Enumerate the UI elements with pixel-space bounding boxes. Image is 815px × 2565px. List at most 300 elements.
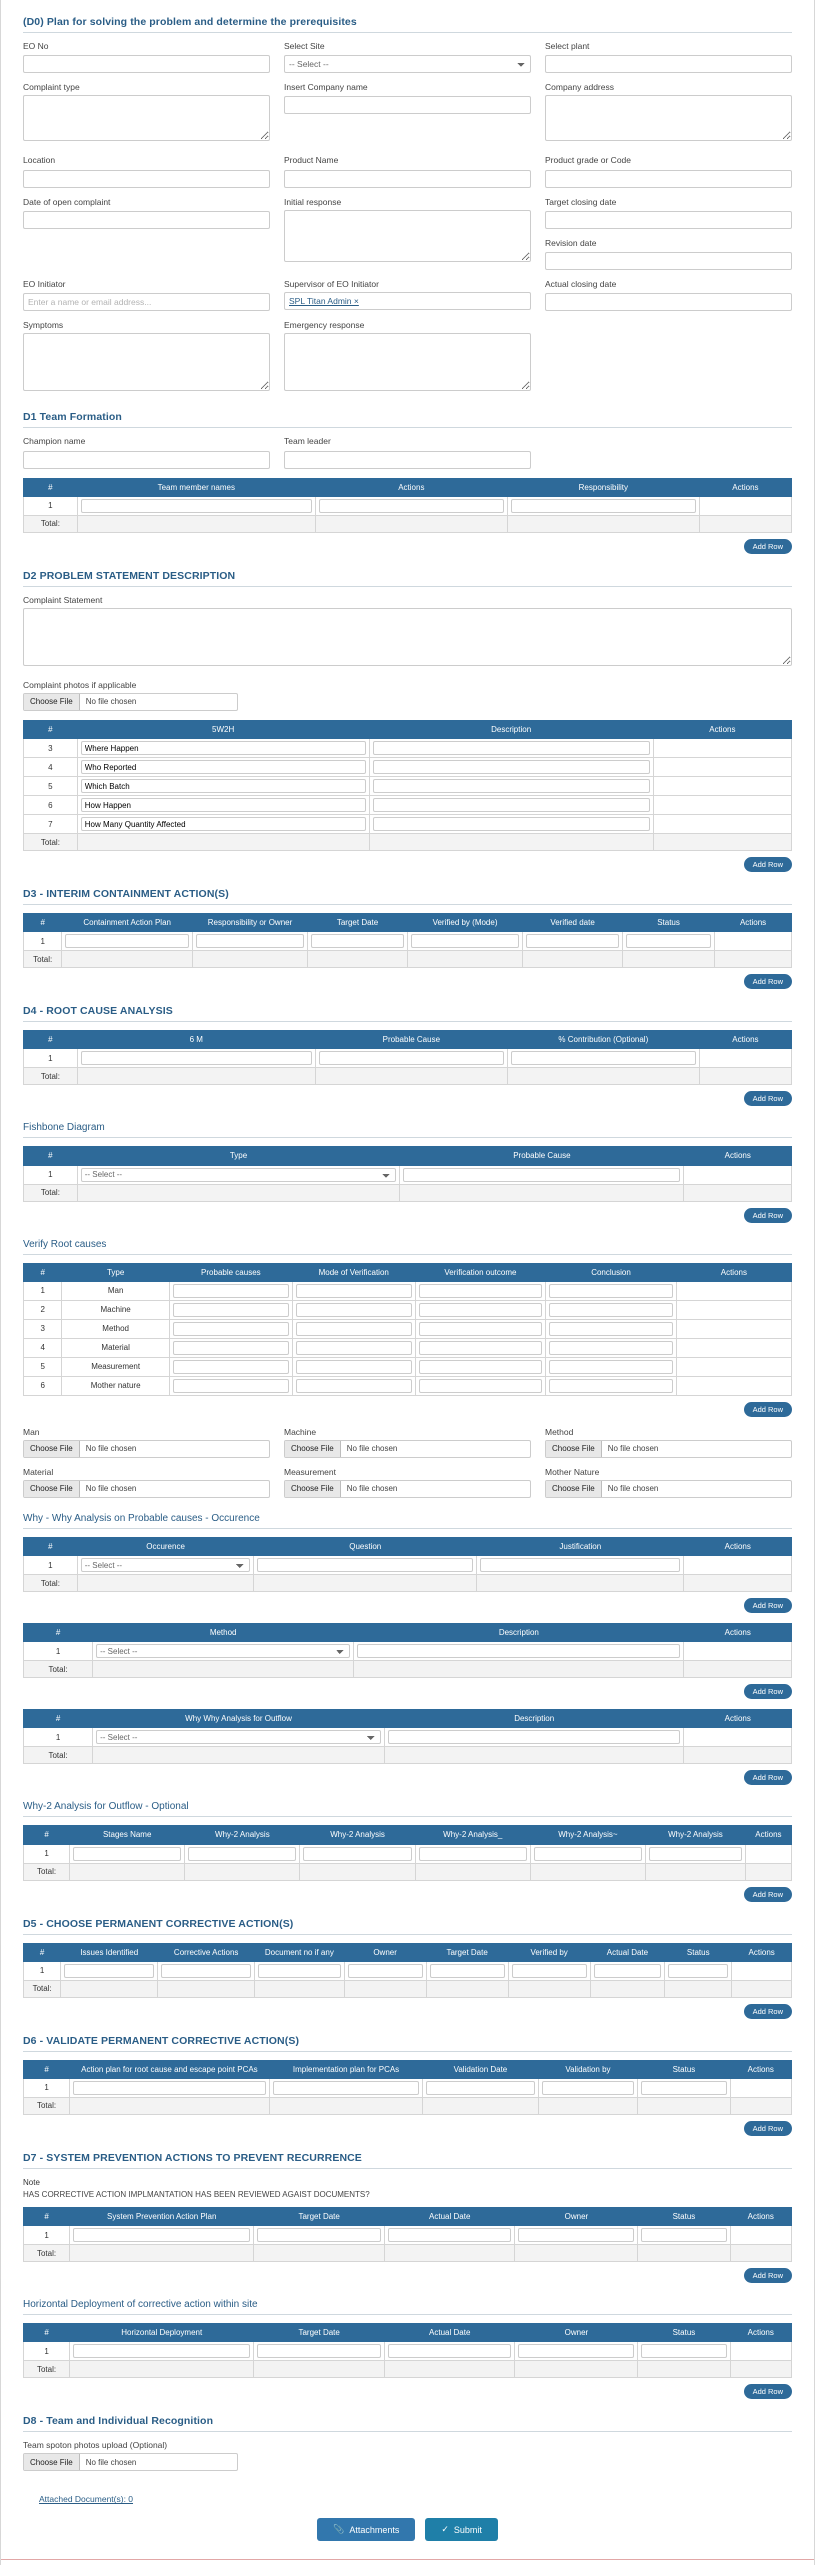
measurement-file-input[interactable] bbox=[284, 1480, 531, 1498]
col-description: Description bbox=[354, 1624, 684, 1642]
upload-mother-nature bbox=[545, 1467, 792, 1498]
label-complaint-photos: Complaint photos if applicable bbox=[23, 679, 137, 690]
man-file-input[interactable] bbox=[23, 1440, 270, 1458]
choose-file-button[interactable]: Choose File bbox=[24, 1481, 80, 1497]
col-horizontal-deployment: Horizontal Deployment bbox=[70, 2324, 254, 2342]
issues-input[interactable] bbox=[64, 1964, 154, 1978]
add-row-button-whywhy-3[interactable]: Add Row bbox=[744, 1770, 792, 1785]
symptoms-textarea[interactable] bbox=[23, 333, 270, 391]
label-eo-initiator: EO Initiator bbox=[23, 278, 66, 289]
probable-cause-input[interactable] bbox=[403, 1168, 680, 1182]
cell-row-actions[interactable] bbox=[676, 1300, 791, 1319]
add-row-button-d5[interactable]: Add Row bbox=[744, 2004, 792, 2019]
col-num: # bbox=[24, 1537, 78, 1555]
table-total-row bbox=[24, 1184, 792, 1201]
cell-mode bbox=[292, 1357, 415, 1376]
prevention-plan-input[interactable] bbox=[73, 2228, 250, 2242]
machine-file-input[interactable] bbox=[284, 1440, 531, 1458]
label-actual-closing-date: Actual closing date bbox=[545, 278, 617, 289]
cell-row-actions[interactable] bbox=[684, 1556, 792, 1575]
cell-action-plan bbox=[70, 2078, 270, 2097]
action-plan-input[interactable] bbox=[73, 2081, 266, 2095]
label-method: Method bbox=[545, 1426, 574, 1437]
six-m-input[interactable] bbox=[81, 1051, 312, 1065]
select-plant-input[interactable] bbox=[545, 55, 792, 73]
col-verified-by-mode: Verified by (Mode) bbox=[407, 914, 522, 932]
col-num: # bbox=[24, 478, 78, 496]
why2-2-input[interactable] bbox=[303, 1847, 411, 1861]
col-actions: Actions bbox=[653, 720, 791, 738]
col-description: Description bbox=[384, 1710, 684, 1728]
target-date-input[interactable] bbox=[430, 1964, 505, 1978]
add-row-button-d6[interactable]: Add Row bbox=[744, 2121, 792, 2136]
initial-response-textarea[interactable] bbox=[284, 210, 531, 262]
cell-owner bbox=[515, 2342, 638, 2361]
team-photo-file-input[interactable] bbox=[23, 2453, 238, 2471]
cell-actual-date bbox=[384, 2226, 515, 2245]
table-total-row bbox=[24, 515, 792, 532]
label-date-open-complaint: Date of open complaint bbox=[23, 196, 111, 207]
addrow-wrap-verify bbox=[23, 1399, 792, 1417]
cell-conclusion bbox=[546, 1376, 677, 1395]
label-revision-date: Revision date bbox=[545, 237, 597, 248]
cell-row-actions[interactable] bbox=[715, 932, 792, 951]
file-name-label: No file chosen bbox=[85, 1444, 137, 1454]
bottom-divider bbox=[1, 2559, 814, 2565]
mode-input[interactable] bbox=[296, 1360, 412, 1374]
choose-file-button[interactable]: Choose File bbox=[546, 1481, 602, 1497]
team-formation-table bbox=[23, 478, 792, 533]
table-header-row bbox=[24, 914, 792, 932]
verify-root-causes-table bbox=[23, 1263, 792, 1396]
location-input[interactable] bbox=[23, 170, 270, 188]
label-eo-no: EO No bbox=[23, 41, 49, 51]
file-name-label: No file chosen bbox=[346, 1484, 398, 1494]
target-date-input[interactable] bbox=[311, 934, 404, 948]
outcome-input[interactable] bbox=[419, 1284, 543, 1298]
label-man: Man bbox=[23, 1426, 40, 1437]
table-total-row bbox=[24, 1068, 792, 1085]
choose-file-button[interactable]: Choose File bbox=[285, 1441, 341, 1457]
table-row bbox=[24, 1357, 792, 1376]
status-input[interactable] bbox=[641, 2081, 726, 2095]
method-file-input[interactable] bbox=[545, 1440, 792, 1458]
description-input[interactable] bbox=[373, 798, 650, 812]
row-number: 1 bbox=[24, 1281, 62, 1300]
row-number: 1 bbox=[24, 1556, 78, 1575]
add-row-button-d4[interactable]: Add Row bbox=[744, 1091, 792, 1106]
date-open-complaint-input[interactable] bbox=[23, 211, 270, 229]
fishbone-table bbox=[23, 1146, 792, 1201]
cell-conclusion bbox=[546, 1338, 677, 1357]
probable-causes-input[interactable] bbox=[173, 1379, 289, 1393]
d1-grid bbox=[23, 436, 792, 477]
cell-type: Material bbox=[62, 1338, 170, 1357]
product-grade-input[interactable] bbox=[545, 170, 792, 188]
select-site-dropdown[interactable] bbox=[284, 55, 531, 73]
addrow-wrap-d7 bbox=[23, 2265, 792, 2283]
col-num: # bbox=[24, 1147, 78, 1165]
cell-type: Man bbox=[62, 1281, 170, 1300]
insert-company-name-input[interactable] bbox=[284, 96, 531, 114]
cell-row-actions[interactable] bbox=[653, 739, 791, 758]
choose-file-button[interactable]: Choose File bbox=[285, 1481, 341, 1497]
owner-input[interactable] bbox=[348, 1964, 423, 1978]
outcome-input[interactable] bbox=[419, 1379, 543, 1393]
table-header-row bbox=[24, 720, 792, 738]
cell-row-actions[interactable] bbox=[684, 1642, 792, 1661]
field-eo-initiator bbox=[23, 279, 270, 311]
field-emergency-response bbox=[284, 320, 531, 396]
col-actions: Actions bbox=[715, 914, 792, 932]
complaint-photos-file-input[interactable] bbox=[23, 693, 238, 711]
outcome-input[interactable] bbox=[419, 1322, 543, 1336]
table-row bbox=[24, 1319, 792, 1338]
section-title-d4: D4 - ROOT CAUSE ANALYSIS bbox=[23, 999, 792, 1022]
description-input[interactable] bbox=[388, 1730, 681, 1744]
col-num: # bbox=[24, 1943, 61, 1961]
cell-description bbox=[369, 796, 653, 815]
add-row-button-fishbone[interactable]: Add Row bbox=[744, 1208, 792, 1223]
cell-row-actions[interactable] bbox=[730, 2226, 791, 2245]
stage-name-input[interactable] bbox=[73, 1847, 181, 1861]
probable-causes-input[interactable] bbox=[173, 1360, 289, 1374]
corrective-actions-input[interactable] bbox=[161, 1964, 251, 1978]
status-input[interactable] bbox=[668, 1964, 728, 1978]
outcome-input[interactable] bbox=[419, 1360, 543, 1374]
emergency-response-textarea[interactable] bbox=[284, 333, 531, 391]
file-name-label: No file chosen bbox=[346, 1444, 398, 1454]
add-row-button-whywhy-2[interactable]: Add Row bbox=[744, 1684, 792, 1699]
col-occurrence: Occurence bbox=[77, 1537, 254, 1555]
cell-method bbox=[93, 1642, 354, 1661]
add-row-button-d2[interactable]: Add Row bbox=[744, 857, 792, 872]
add-row-button-why2[interactable]: Add Row bbox=[744, 1887, 792, 1902]
field-revision-date bbox=[545, 238, 792, 270]
actual-date-input[interactable] bbox=[594, 1964, 662, 1978]
responsibility-input[interactable] bbox=[511, 499, 696, 513]
section-title-d5: D5 - CHOOSE PERMANENT CORRECTIVE ACTION(S) bbox=[23, 1912, 792, 1935]
status-input[interactable] bbox=[641, 2344, 726, 2358]
contribution-input[interactable] bbox=[511, 1051, 696, 1065]
product-name-input[interactable] bbox=[284, 170, 531, 188]
add-row-button-verify[interactable]: Add Row bbox=[744, 1402, 792, 1417]
field-symptoms bbox=[23, 320, 270, 396]
actual-date-input[interactable] bbox=[388, 2228, 512, 2242]
cell-conclusion bbox=[546, 1281, 677, 1300]
actions-input[interactable] bbox=[319, 499, 504, 513]
cell-row-actions[interactable] bbox=[699, 1049, 791, 1068]
cell-row-actions[interactable] bbox=[730, 2078, 791, 2097]
col-status: Status bbox=[622, 914, 714, 932]
col-why2-2: Why-2 Analysis bbox=[300, 1826, 415, 1844]
field-product-name bbox=[284, 155, 531, 187]
probable-causes-input[interactable] bbox=[173, 1322, 289, 1336]
actual-date-input[interactable] bbox=[388, 2344, 512, 2358]
cell-outcome bbox=[415, 1376, 546, 1395]
mode-input[interactable] bbox=[296, 1322, 412, 1336]
upload-machine bbox=[284, 1427, 531, 1458]
right-date-column bbox=[545, 197, 792, 279]
conclusion-input[interactable] bbox=[549, 1360, 673, 1374]
cell-row-actions[interactable] bbox=[730, 2342, 791, 2361]
owner-input[interactable] bbox=[518, 2344, 634, 2358]
table-row bbox=[24, 815, 792, 834]
complaint-statement-textarea[interactable] bbox=[23, 608, 792, 666]
team-member-input[interactable] bbox=[81, 499, 312, 513]
mode-input[interactable] bbox=[296, 1341, 412, 1355]
table-row bbox=[24, 1049, 792, 1068]
cell-outcome bbox=[415, 1338, 546, 1357]
cell-occurrence bbox=[77, 1556, 254, 1575]
field-select-plant bbox=[545, 41, 792, 73]
w-input[interactable] bbox=[81, 741, 366, 755]
probable-causes-input[interactable] bbox=[173, 1284, 289, 1298]
cell-row-actions[interactable] bbox=[732, 1961, 792, 1980]
total-label: Total: bbox=[24, 515, 78, 532]
add-row-button-horizontal[interactable]: Add Row bbox=[744, 2384, 792, 2399]
action-plan-input[interactable] bbox=[65, 934, 189, 948]
field-champion-name bbox=[23, 436, 270, 468]
label-champion-name: Champion name bbox=[23, 436, 86, 447]
table-row bbox=[24, 1376, 792, 1395]
choose-file-button[interactable]: Choose File bbox=[24, 1441, 80, 1457]
justification-input[interactable] bbox=[480, 1558, 680, 1572]
col-num: # bbox=[24, 914, 62, 932]
status-input[interactable] bbox=[641, 2228, 726, 2242]
target-closing-date-input[interactable] bbox=[545, 211, 792, 229]
horizontal-deployment-table bbox=[23, 2323, 792, 2378]
addrow-wrap-whywhy-2 bbox=[23, 1681, 792, 1699]
cell-description bbox=[384, 1728, 684, 1747]
owner-input[interactable] bbox=[196, 934, 304, 948]
target-date-input[interactable] bbox=[257, 2344, 381, 2358]
cell-5w2h bbox=[77, 739, 369, 758]
outcome-input[interactable] bbox=[419, 1341, 543, 1355]
description-input[interactable] bbox=[357, 1644, 680, 1658]
why2-5-input[interactable] bbox=[649, 1847, 742, 1861]
why2-3-input[interactable] bbox=[419, 1847, 527, 1861]
table-total-row bbox=[24, 1980, 792, 1997]
total-label: Total: bbox=[24, 2097, 70, 2114]
col-probable-cause: Probable Cause bbox=[400, 1147, 684, 1165]
status-input[interactable] bbox=[626, 934, 711, 948]
label-supervisor: Supervisor of EO Initiator bbox=[284, 278, 379, 289]
cell-row-actions[interactable] bbox=[676, 1281, 791, 1300]
cell-owner bbox=[515, 2226, 638, 2245]
revision-date-input[interactable] bbox=[545, 252, 792, 270]
table-header-row bbox=[24, 1031, 792, 1049]
col-5w2h: 5W2H bbox=[77, 720, 369, 738]
description-input[interactable] bbox=[373, 760, 650, 774]
col-actions: Actions bbox=[730, 2324, 791, 2342]
verified-by-input[interactable] bbox=[512, 1964, 587, 1978]
target-date-input[interactable] bbox=[257, 2228, 381, 2242]
cell-actual-date bbox=[590, 1961, 665, 1980]
table-row bbox=[24, 1556, 792, 1575]
conclusion-input[interactable] bbox=[549, 1322, 673, 1336]
actual-closing-date-input[interactable] bbox=[545, 293, 792, 311]
method-select[interactable] bbox=[96, 1644, 350, 1658]
verify-uploads-grid bbox=[23, 1427, 792, 1507]
probable-causes-input[interactable] bbox=[173, 1303, 289, 1317]
footer-actions bbox=[23, 2514, 792, 2555]
col-conclusion: Conclusion bbox=[546, 1263, 677, 1281]
label-team-leader: Team leader bbox=[284, 436, 331, 447]
implementation-plan-input[interactable] bbox=[273, 2081, 420, 2095]
question-input[interactable] bbox=[257, 1558, 473, 1572]
add-row-button-d3[interactable]: Add Row bbox=[744, 974, 792, 989]
material-file-input[interactable] bbox=[23, 1480, 270, 1498]
choose-file-button[interactable]: Choose File bbox=[24, 2454, 80, 2470]
cell-type: Measurement bbox=[62, 1357, 170, 1376]
interim-containment-table bbox=[23, 913, 792, 968]
probable-cause-input[interactable] bbox=[319, 1051, 504, 1065]
fishbone-type-select[interactable] bbox=[81, 1168, 397, 1182]
cell-row-actions[interactable] bbox=[676, 1319, 791, 1338]
validation-by-input[interactable] bbox=[542, 2081, 635, 2095]
cell-mode bbox=[292, 1281, 415, 1300]
occurrence-select[interactable] bbox=[81, 1558, 251, 1572]
w-input[interactable] bbox=[81, 760, 366, 774]
section-title-d7: D7 - SYSTEM PREVENTION ACTIONS TO PREVENT RECURRENCE bbox=[23, 2146, 792, 2169]
company-address-textarea[interactable] bbox=[545, 95, 792, 141]
row-number: 1 bbox=[24, 2078, 70, 2097]
cell-type: Machine bbox=[62, 1300, 170, 1319]
col-target-date: Target Date bbox=[254, 2324, 385, 2342]
probable-causes-input[interactable] bbox=[173, 1341, 289, 1355]
col-system-prevention-plan: System Prevention Action Plan bbox=[70, 2207, 254, 2225]
cell-probable-causes bbox=[169, 1319, 292, 1338]
conclusion-input[interactable] bbox=[549, 1379, 673, 1393]
champion-name-input[interactable] bbox=[23, 451, 270, 469]
cell-issues bbox=[61, 1961, 158, 1980]
cell-actual-date bbox=[384, 2342, 515, 2361]
cell-owner bbox=[192, 932, 307, 951]
row-number: 6 bbox=[24, 1376, 62, 1395]
col-method: Method bbox=[93, 1624, 354, 1642]
field-complaint-type bbox=[23, 82, 270, 146]
description-input[interactable] bbox=[373, 779, 650, 793]
mode-input[interactable] bbox=[296, 1303, 412, 1317]
total-label: Total: bbox=[24, 951, 62, 968]
complaint-type-textarea[interactable] bbox=[23, 95, 270, 141]
cell-row-actions[interactable] bbox=[653, 796, 791, 815]
cell-horizontal-deployment bbox=[70, 2342, 254, 2361]
add-row-button-whywhy-1[interactable]: Add Row bbox=[744, 1598, 792, 1613]
mode-input[interactable] bbox=[296, 1284, 412, 1298]
col-type: Type bbox=[77, 1147, 400, 1165]
col-why2-4: Why-2 Analysis~ bbox=[530, 1826, 645, 1844]
cell-outcome bbox=[415, 1319, 546, 1338]
cell-row-actions[interactable] bbox=[653, 815, 791, 834]
description-input[interactable] bbox=[373, 817, 650, 831]
field-eo-no bbox=[23, 41, 270, 73]
total-label: Total: bbox=[24, 834, 78, 851]
col-num: # bbox=[24, 2060, 70, 2078]
conclusion-input[interactable] bbox=[549, 1284, 673, 1298]
mother-nature-file-input[interactable] bbox=[545, 1480, 792, 1498]
row-number: 1 bbox=[24, 1049, 78, 1068]
row-number: 3 bbox=[24, 739, 78, 758]
cell-verified-by bbox=[508, 1961, 590, 1980]
col-verified-by: Verified by bbox=[508, 1943, 590, 1961]
cell-row-actions[interactable] bbox=[653, 777, 791, 796]
description-input[interactable] bbox=[373, 741, 650, 755]
outcome-input[interactable] bbox=[419, 1303, 543, 1317]
cell-row-actions[interactable] bbox=[684, 1728, 792, 1747]
cell-row-actions[interactable] bbox=[684, 1165, 792, 1184]
label-complaint-statement: Complaint Statement bbox=[23, 594, 103, 605]
eo-no-input[interactable] bbox=[23, 55, 270, 73]
cell-row-actions[interactable] bbox=[676, 1357, 791, 1376]
why-outflow-select[interactable] bbox=[96, 1730, 381, 1744]
add-row-button-d7[interactable]: Add Row bbox=[744, 2268, 792, 2283]
cell-row-actions[interactable] bbox=[745, 1844, 791, 1863]
cell-row-actions[interactable] bbox=[699, 496, 791, 515]
document-no-input[interactable] bbox=[258, 1964, 340, 1978]
mode-input[interactable] bbox=[296, 1379, 412, 1393]
horizontal-deployment-input[interactable] bbox=[73, 2344, 250, 2358]
col-actions: Actions bbox=[676, 1263, 791, 1281]
d7-note bbox=[23, 2177, 792, 2201]
addrow-wrap-why2 bbox=[23, 1884, 792, 1902]
attached-documents-link[interactable]: Attached Document(s): 0 bbox=[39, 2494, 134, 2505]
col-validation-date: Validation Date bbox=[423, 2060, 538, 2078]
file-name-label: No file chosen bbox=[85, 2457, 137, 2467]
eo-initiator-input[interactable] bbox=[23, 293, 270, 311]
table-header-row bbox=[24, 1710, 792, 1728]
verified-by-input[interactable] bbox=[411, 934, 519, 948]
section-title-d2: D2 PROBLEM STATEMENT DESCRIPTION bbox=[23, 564, 792, 587]
conclusion-input[interactable] bbox=[549, 1303, 673, 1317]
field-select-site bbox=[284, 41, 531, 73]
cell-row-actions[interactable] bbox=[676, 1376, 791, 1395]
attachments-button[interactable] bbox=[317, 2518, 415, 2541]
why2-4-input[interactable] bbox=[534, 1847, 642, 1861]
empty-cell bbox=[545, 320, 792, 405]
team-leader-input[interactable] bbox=[284, 451, 531, 469]
choose-file-button[interactable]: Choose File bbox=[546, 1441, 602, 1457]
supervisor-token[interactable]: SPL Titan Admin × bbox=[284, 292, 531, 310]
table-header-row bbox=[24, 1147, 792, 1165]
validation-date-input[interactable] bbox=[426, 2081, 534, 2095]
cell-5w2h bbox=[77, 796, 369, 815]
w-input[interactable] bbox=[81, 798, 366, 812]
col-why2-5: Why-2 Analysis bbox=[646, 1826, 746, 1844]
table-total-row bbox=[24, 2245, 792, 2262]
choose-file-button[interactable]: Choose File bbox=[24, 694, 80, 710]
why2-1-input[interactable] bbox=[188, 1847, 296, 1861]
cell-team-member bbox=[77, 496, 315, 515]
conclusion-input[interactable] bbox=[549, 1341, 673, 1355]
cell-row-actions[interactable] bbox=[653, 758, 791, 777]
add-row-button-d1[interactable]: Add Row bbox=[744, 539, 792, 554]
col-why-outflow: Why Why Analysis for Outflow bbox=[93, 1710, 385, 1728]
label-measurement: Measurement bbox=[284, 1466, 336, 1477]
w-input[interactable] bbox=[81, 817, 366, 831]
col-mode-of-verification: Mode of Verification bbox=[292, 1263, 415, 1281]
verified-date-input[interactable] bbox=[526, 934, 619, 948]
w-input[interactable] bbox=[81, 779, 366, 793]
cell-row-actions[interactable] bbox=[676, 1338, 791, 1357]
submit-button[interactable] bbox=[425, 2518, 498, 2541]
file-name-label: No file chosen bbox=[85, 697, 137, 707]
section-title-why2: Why-2 Analysis for Outflow - Optional bbox=[23, 1795, 792, 1817]
owner-input[interactable] bbox=[518, 2228, 634, 2242]
field-team-photo-upload bbox=[23, 2440, 792, 2471]
field-team-leader bbox=[284, 436, 531, 468]
